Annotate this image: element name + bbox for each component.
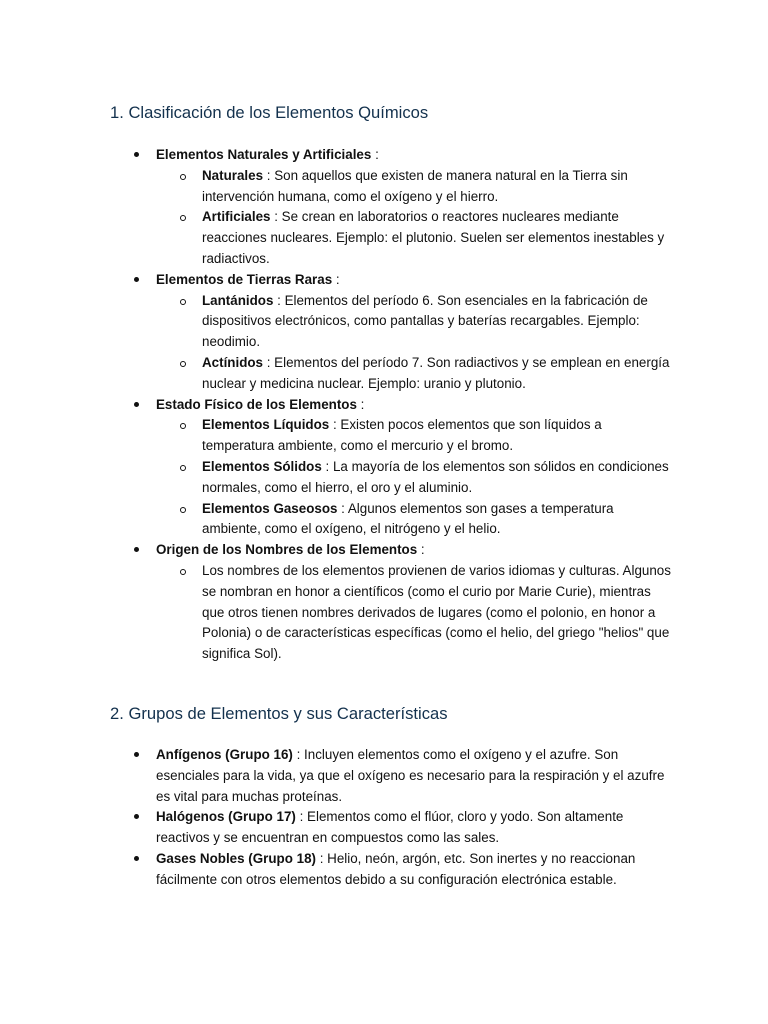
sublist-item-naturales <box>156 166 671 208</box>
section-1-heading: 1. Clasificación de los Elementos Químicos <box>110 103 429 122</box>
sublist <box>156 166 671 270</box>
item-text: : Incluyen elementos como el oxígeno y el azufre. Son esenciales para la vida, ya que el oxígeno es necesario para la respiración y el azufre es vital para muchas proteínas. <box>156 747 665 804</box>
subitem-label: Elementos Gaseosos <box>202 500 338 516</box>
subitem-text: : Algunos elementos son gases a temperatura ambiente, como el oxígeno, el nitrógeno y el helio. <box>202 500 614 537</box>
sublist-item-artificiales <box>156 207 671 269</box>
section-1-list <box>131 145 671 665</box>
subitem-text: Los nombres de los elementos provienen de varios idiomas y culturas. Algunos se nombran en honor a científicos (como el curio por Marie Curie), mientras que otros tienen nombres derivados de lugares (como el polonio, en honor a Polonia) o de características específicas (como el helio, del griego "helios" que significa Sol). <box>202 562 671 662</box>
section-2-list <box>131 745 671 891</box>
item-separator: : <box>371 147 379 162</box>
subitem-label: Elementos Líquidos <box>202 417 330 433</box>
subitem-text: : La mayoría de los elementos son sólidos en condiciones normales, como el hierro, el oro y el aluminio. <box>202 458 669 495</box>
item-label: Gases Nobles (Grupo 18) <box>156 850 316 866</box>
subitem-label: Artificiales <box>202 209 271 225</box>
list-item-anfigenos <box>131 745 671 807</box>
sublist-item-solidos <box>156 457 671 499</box>
subitem-text: : Existen pocos elementos que son líquidos a temperatura ambiente, como el mercurio y el bromo. <box>202 417 602 454</box>
item-separator: : <box>356 396 365 412</box>
item-text: : Elementos como el flúor, cloro y yodo. Son altamente reactivos y se encuentran en compuestos como las sales. <box>156 809 624 846</box>
list-item-tierras-raras <box>131 270 671 395</box>
subitem-text: : Se crean en laboratorios o reactores nucleares mediante reacciones nucleares. Ejemplo: el plutonio. Suelen ser elementos inestables y radiactivos. <box>202 209 665 266</box>
section-2-heading: 2. Grupos de Elementos y sus Características <box>110 704 448 723</box>
subitem-text: : Elementos del período 6. Son esenciales en la fabricación de dispositivos electrónicos, como pantallas y baterías recargables. Ejemplo: neodimio. <box>202 292 648 350</box>
item-separator: : <box>332 271 340 287</box>
item-label: Estado Físico de los Elementos <box>156 396 357 412</box>
sublist <box>156 291 671 395</box>
item-label: Origen de los Nombres de los Elementos <box>156 542 418 558</box>
item-separator: : <box>417 542 425 558</box>
sublist <box>156 561 671 665</box>
item-text: : Helio, neón, argón, etc. Son inertes y no reaccionan fácilmente con otros elementos debido a su configuración electrónica estable. <box>156 850 636 887</box>
sublist-item-origen-text <box>156 561 671 665</box>
subitem-label: Naturales <box>202 167 264 183</box>
list-item-origen-nombres <box>131 540 671 665</box>
sublist-item-gaseosos <box>156 499 671 541</box>
list-item-naturales-artificiales <box>131 145 671 270</box>
sublist-item-lantanidos <box>156 291 671 353</box>
subitem-label: Actínidos <box>202 354 264 370</box>
item-label: Anfígenos (Grupo 16) <box>156 747 293 762</box>
sublist-item-liquidos <box>156 415 671 457</box>
list-item-halogenos <box>131 807 671 849</box>
subitem-text: : Son aquellos que existen de manera natural en la Tierra sin intervención humana, como el oxígeno y el hierro. <box>202 167 628 204</box>
subitem-text: : Elementos del período 7. Son radiactivos y se emplean en energía nuclear y medicina nuclear. Ejemplo: uranio y plutonio. <box>202 354 670 391</box>
subitem-label: Lantánidos <box>202 292 274 308</box>
item-label: Elementos Naturales y Artificiales <box>156 147 372 162</box>
item-label: Elementos de Tierras Raras <box>156 271 333 287</box>
sublist <box>156 415 671 540</box>
item-label: Halógenos (Grupo 17) <box>156 809 296 825</box>
sublist-item-actinidos <box>156 353 671 395</box>
list-item-estado-fisico <box>131 395 671 541</box>
list-item-gases-nobles <box>131 849 671 891</box>
subitem-label: Elementos Sólidos <box>202 458 322 474</box>
